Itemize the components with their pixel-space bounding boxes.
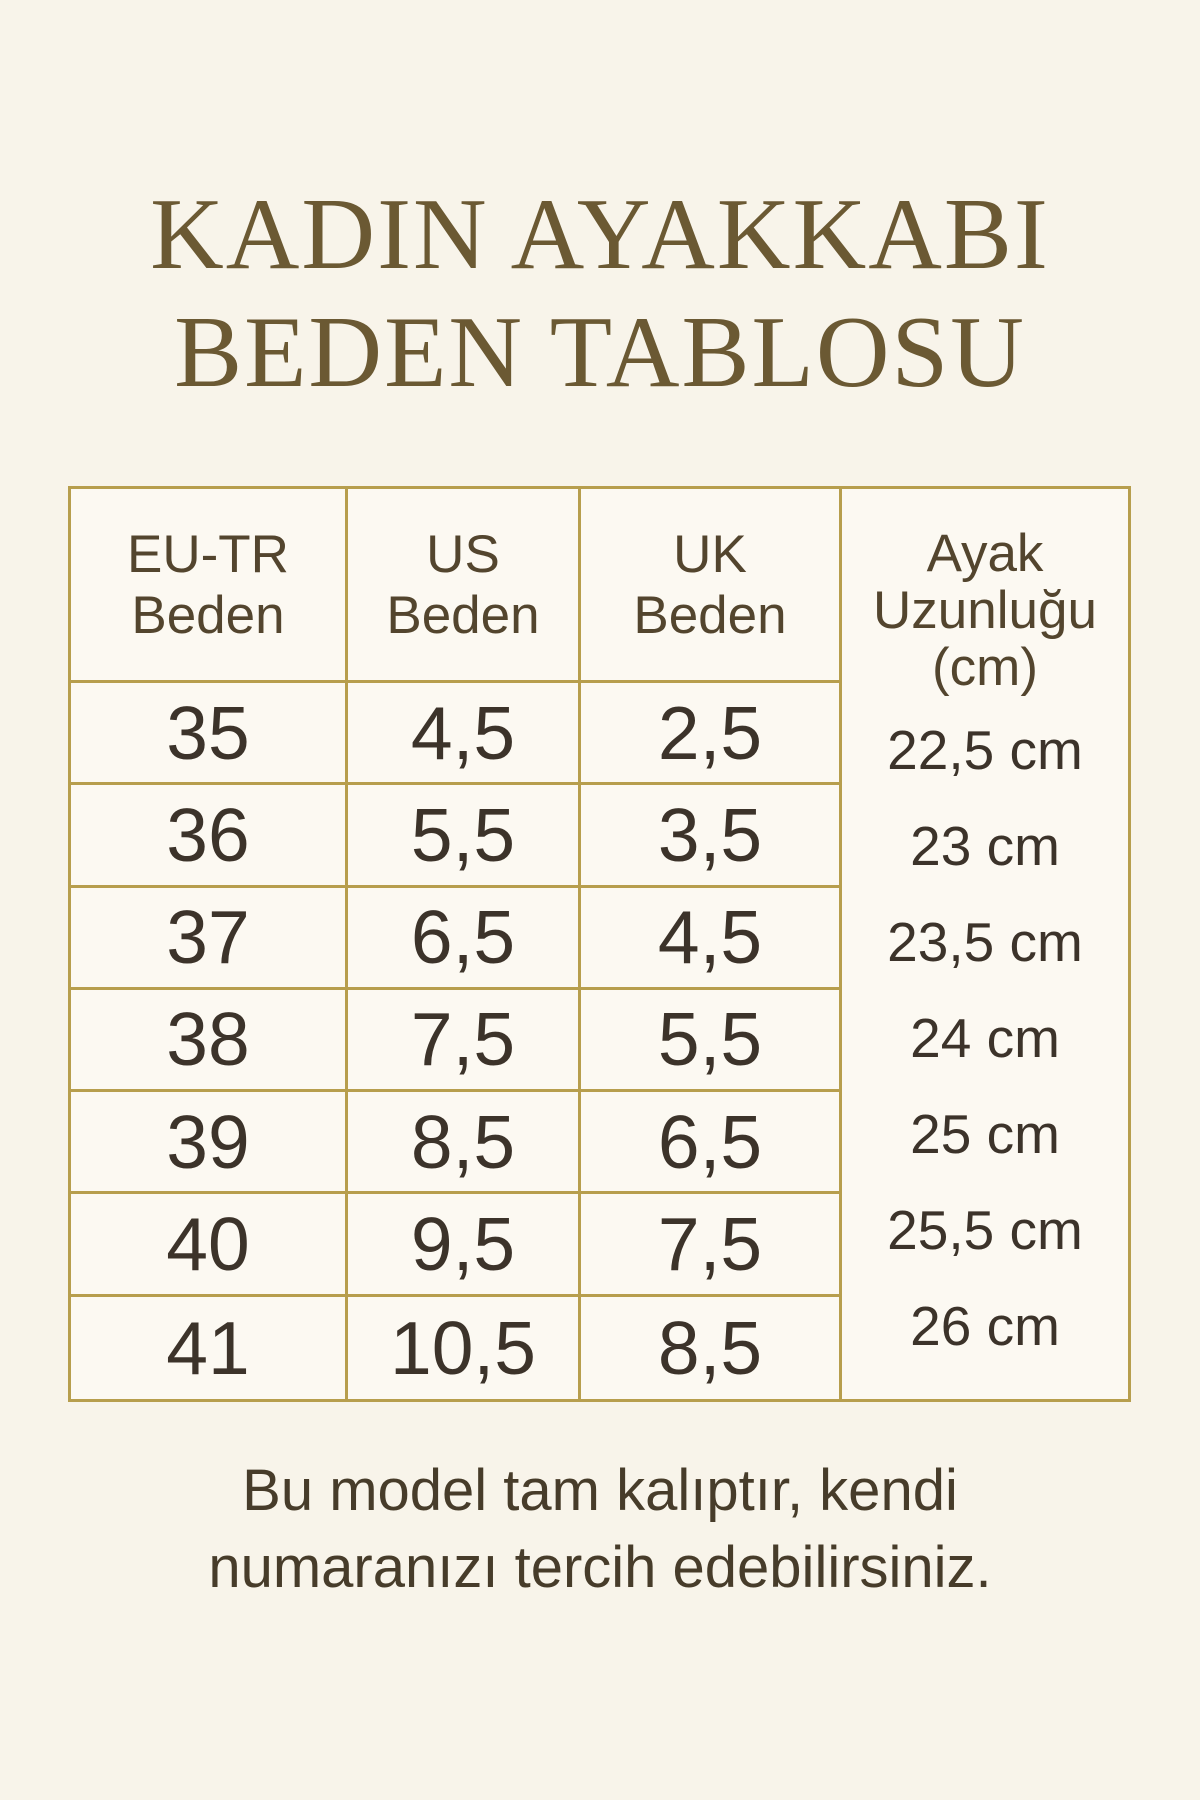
- fit-note-line-2: numaranızı tercih edebilirsiniz.: [208, 1535, 992, 1600]
- title-line-2: BEDEN TABLOSU: [174, 296, 1026, 409]
- foot-length-value: 26 cm: [910, 1295, 1060, 1357]
- foot-length-value: 25,5 cm: [887, 1199, 1083, 1261]
- eu-size-cell: 37: [71, 888, 348, 990]
- foot-length-value: 22,5 cm: [887, 719, 1083, 781]
- uk-size-cell: 5,5: [581, 990, 842, 1092]
- header-uk-line-2: Beden: [633, 585, 787, 645]
- eu-size-cell: 36: [71, 785, 348, 887]
- us-size-cell: 10,5: [348, 1297, 581, 1399]
- header-eu-tr-line-1: EU-TR: [127, 524, 289, 584]
- page-title: [0, 176, 1200, 412]
- eu-size-cell: 41: [71, 1297, 348, 1399]
- foot-length-header-line-2: Uzunluğu: [873, 581, 1097, 640]
- header-us-line-2: Beden: [386, 585, 540, 645]
- eu-size-cell: 38: [71, 990, 348, 1092]
- us-size-cell: 4,5: [348, 683, 581, 785]
- us-size-cell: 8,5: [348, 1092, 581, 1194]
- header-eu-tr-line-2: Beden: [131, 585, 285, 645]
- uk-size-cell: 4,5: [581, 888, 842, 990]
- us-size-cell: 5,5: [348, 785, 581, 887]
- foot-length-value: 25 cm: [910, 1103, 1060, 1165]
- uk-size-cell: 8,5: [581, 1297, 842, 1399]
- header-us: [348, 489, 581, 683]
- eu-size-cell: 39: [71, 1092, 348, 1194]
- foot-length-value: 24 cm: [910, 1007, 1060, 1069]
- foot-length-value: 23,5 cm: [887, 911, 1083, 973]
- uk-size-cell: 3,5: [581, 785, 842, 887]
- header-uk: [581, 489, 842, 683]
- header-eu-tr: [71, 489, 348, 683]
- foot-length-column: [842, 489, 1128, 1399]
- title-line-1: KADIN AYAKKABI: [150, 178, 1050, 291]
- fit-note: [0, 1452, 1200, 1606]
- fit-note-line-1: Bu model tam kalıptır, kendi: [242, 1458, 958, 1523]
- foot-length-values: [842, 702, 1128, 1374]
- uk-size-cell: 6,5: [581, 1092, 842, 1194]
- header-uk-line-1: UK: [673, 524, 747, 584]
- header-us-line-1: US: [426, 524, 500, 584]
- size-table: [68, 486, 1131, 1402]
- eu-size-cell: 35: [71, 683, 348, 785]
- foot-length-header-line-3: (cm): [932, 638, 1038, 697]
- uk-size-cell: 7,5: [581, 1194, 842, 1296]
- foot-length-header: [873, 525, 1097, 696]
- uk-size-cell: 2,5: [581, 683, 842, 785]
- us-size-cell: 7,5: [348, 990, 581, 1092]
- us-size-cell: 9,5: [348, 1194, 581, 1296]
- eu-size-cell: 40: [71, 1194, 348, 1296]
- us-size-cell: 6,5: [348, 888, 581, 990]
- foot-length-value: 23 cm: [910, 815, 1060, 877]
- foot-length-header-line-1: Ayak: [926, 524, 1044, 583]
